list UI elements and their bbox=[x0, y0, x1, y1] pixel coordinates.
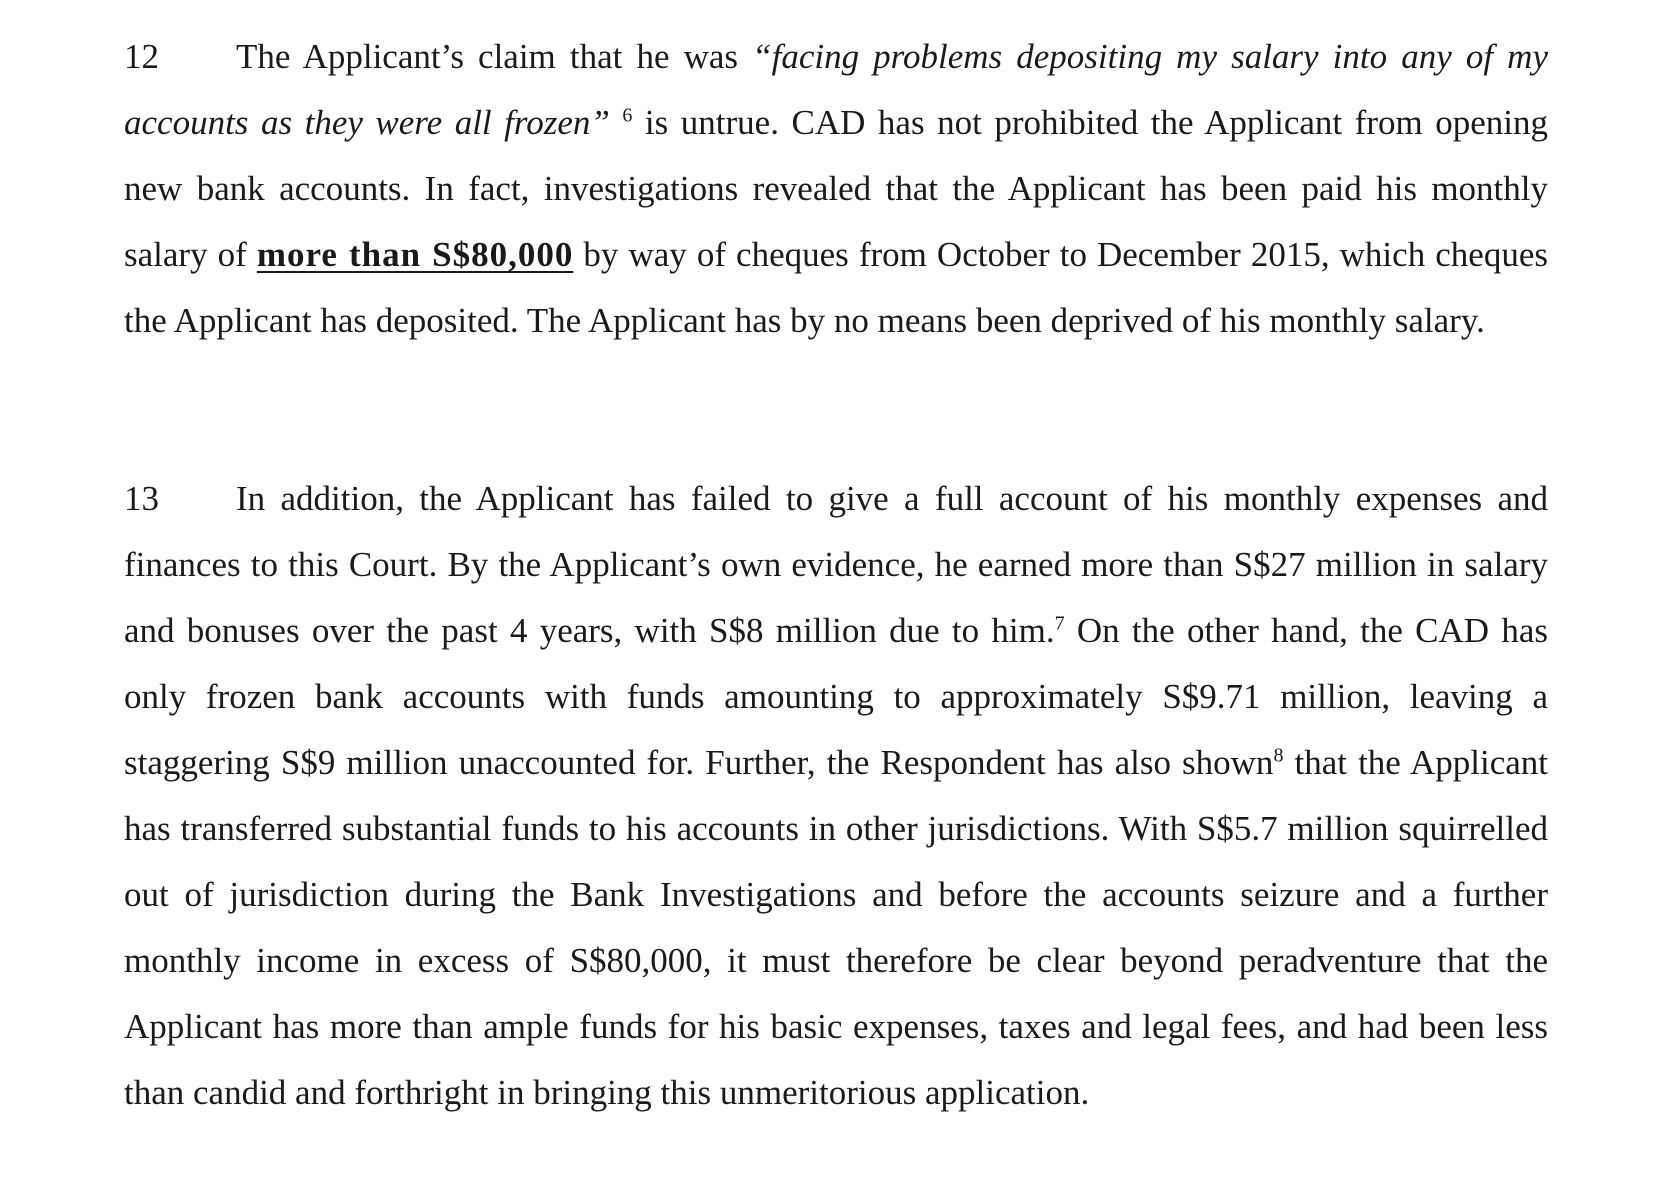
paragraph-13 bbox=[124, 466, 1548, 1126]
paragraph-text: that the Applicant has transferred substantial funds to his accounts in other jurisdictions. With S$5.7 million squirrelled out of jurisdiction during the Bank Investigations and before the accounts seizure and a further monthly income in excess of S$80,000, it must therefore be clear beyond peradventure that the Applicant has more than ample funds for his basic expenses, taxes and legal fees, and had been less than candid and forthright in bringing this unmeritorious application. bbox=[124, 743, 1548, 1112]
paragraph-number: 13 bbox=[124, 479, 159, 518]
paragraph-number: 12 bbox=[124, 37, 159, 76]
paragraph-text: The Applicant’s claim that he was bbox=[236, 37, 753, 76]
footnote-ref: 7 bbox=[1054, 612, 1065, 635]
paragraph-12 bbox=[124, 24, 1548, 354]
footnote-ref: 8 bbox=[1273, 744, 1284, 767]
paragraph-text: On the other hand, the CAD has only frozen bank accounts with funds amounting to approximately S$9.71 million, leaving a staggering S$9 million unaccounted for. Further, the Respondent has also shown bbox=[124, 611, 1548, 782]
salary-emphasis: more than S$80,000 bbox=[256, 235, 574, 274]
paragraph-text: is untrue. CAD has not prohibited the Applicant from opening new bank accounts. In fact, investigations revealed that the Applicant has been paid his monthly salary of bbox=[124, 103, 1548, 274]
paragraph-text: by way of cheques from October to December 2015, which cheques the Applicant has deposited. The Applicant has by no means been deprived of his monthly salary. bbox=[124, 235, 1548, 340]
paragraph-text: In addition, the Applicant has failed to give a full account of his monthly expenses and finances to this Court. By the Applicant’s own evidence, he earned more than S$27 million in salary and bonuses over the past 4 years, with S$8 million due to him. bbox=[124, 479, 1548, 650]
footnote-ref: 6 bbox=[622, 104, 633, 127]
quoted-statement: “facing problems depositing my salary into any of my accounts as they were all frozen” bbox=[124, 37, 1548, 142]
